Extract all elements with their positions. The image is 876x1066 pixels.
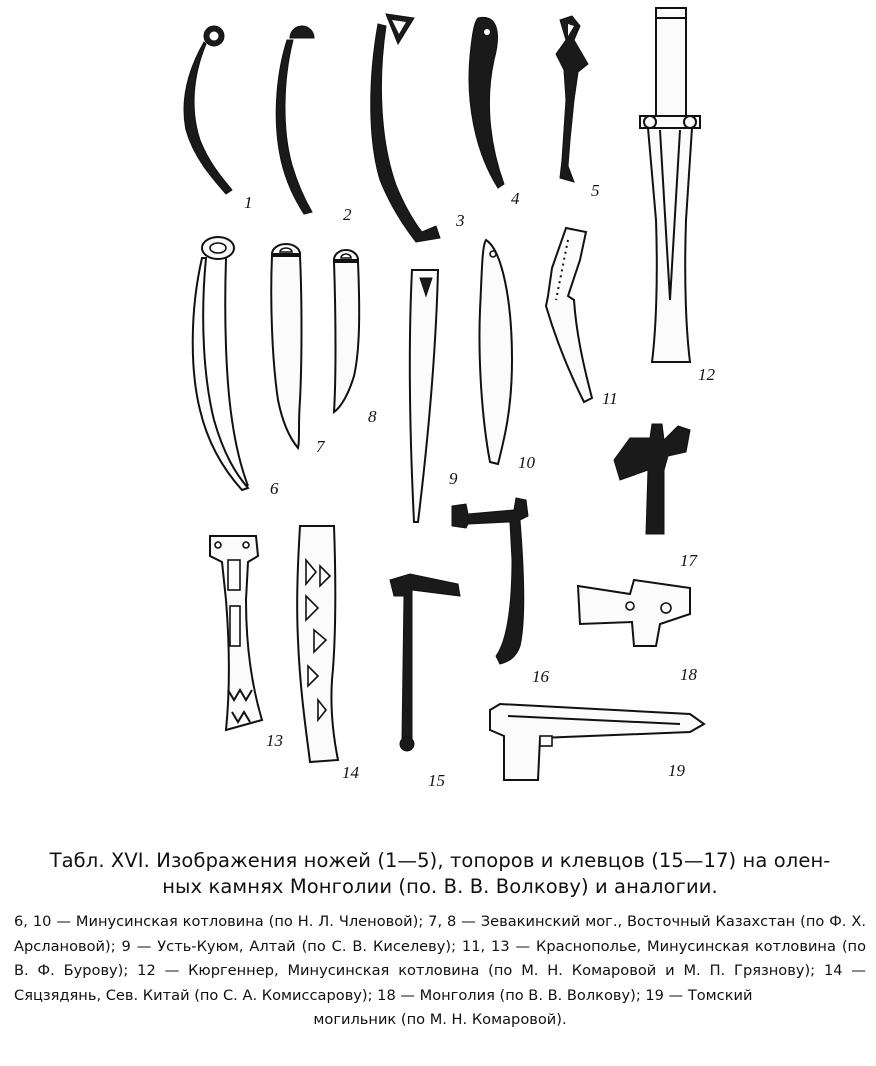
label-8: 8 bbox=[368, 407, 377, 426]
figure-6-knife bbox=[193, 237, 248, 490]
label-7: 7 bbox=[316, 437, 325, 456]
label-5: 5 bbox=[591, 181, 600, 200]
label-13: 13 bbox=[266, 731, 283, 750]
figure-1-knife bbox=[184, 26, 232, 194]
figure-9-knife bbox=[410, 270, 438, 522]
figure-7-knife bbox=[271, 244, 301, 448]
label-6: 6 bbox=[270, 479, 279, 498]
figure-13-handle bbox=[210, 536, 262, 730]
figure-3-knife bbox=[371, 14, 440, 242]
label-15: 15 bbox=[428, 771, 445, 790]
table-caption bbox=[14, 848, 866, 1033]
figure-14-handle bbox=[297, 526, 338, 762]
caption-body bbox=[14, 910, 866, 1033]
label-19: 19 bbox=[668, 761, 685, 780]
figure-12-dagger bbox=[640, 8, 700, 362]
figure-8-knife bbox=[334, 250, 359, 412]
label-9: 9 bbox=[449, 469, 458, 488]
caption-body-text: 6, 10 — Минусинская котловина (по Н. Л. Членовой); 7, 8 — Зевакинский мог., Восточный Казахстан (по Ф. Х. Арслановой); 9 — Усть-Куюм, Алтай (по С. В. Киселеву); 11, 13 — Краснополье, Минусинская котловина (по В. Ф. Бурову); 12 — Кюргеннер, Минусинская котловина (по М. Н. Комаровой и М. П. Грязнову); 14 — Сяцзядянь, Сев. Китай (по С. А. Комиссарову); 18 — Монголия (по В. В. Волкову); 19 — Томский bbox=[14, 913, 866, 1004]
label-2: 2 bbox=[343, 205, 352, 224]
figure-10-knife bbox=[479, 240, 512, 464]
figure-11-knife bbox=[546, 228, 592, 402]
figure-18-axe bbox=[578, 580, 690, 646]
caption-title-line-1: Табл. XVI. Изображения ножей (1—5), топоров и клевцов (15—17) на олен- bbox=[49, 849, 831, 872]
figure-2-knife bbox=[276, 26, 314, 214]
label-11: 11 bbox=[602, 389, 618, 408]
label-1: 1 bbox=[244, 193, 253, 212]
label-17: 17 bbox=[680, 551, 697, 570]
label-10: 10 bbox=[518, 453, 535, 472]
figure-17-axe bbox=[614, 424, 690, 534]
label-12: 12 bbox=[698, 365, 715, 384]
label-16: 16 bbox=[532, 667, 549, 686]
label-3: 3 bbox=[456, 211, 465, 230]
figure-4-knife bbox=[469, 17, 504, 188]
caption-title-line-2: ных камнях Монголии (по. В. В. Волкову) и аналогии. bbox=[162, 875, 718, 898]
figure-16-pick bbox=[452, 498, 528, 664]
label-4: 4 bbox=[511, 189, 520, 208]
figure-15-pick bbox=[390, 574, 460, 751]
figure-5-knife bbox=[556, 16, 588, 182]
label-18: 18 bbox=[680, 665, 697, 684]
label-14: 14 bbox=[342, 763, 359, 782]
caption-body-last-line: могильник (по М. Н. Комаровой). bbox=[313, 1011, 567, 1028]
